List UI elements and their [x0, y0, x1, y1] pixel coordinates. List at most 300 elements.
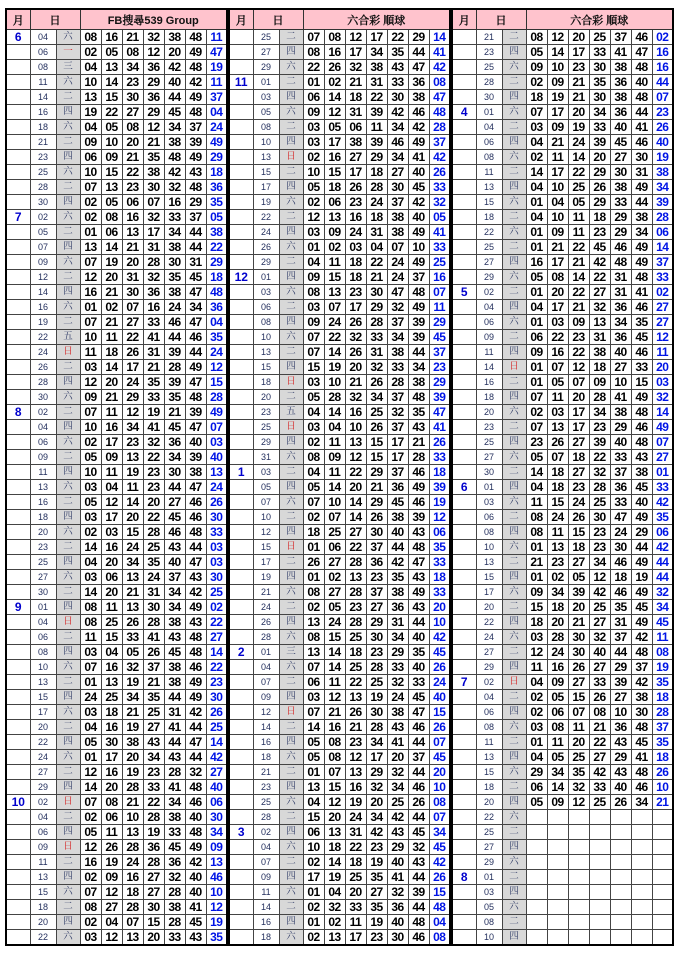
number-cell: 03 — [526, 720, 547, 735]
number-cell: 20 — [143, 495, 164, 510]
number-cell — [610, 930, 631, 946]
month-cell — [229, 870, 253, 885]
number-cell: 01 — [303, 765, 324, 780]
number-cell: 03 — [303, 135, 324, 150]
table-row — [452, 390, 673, 405]
table-row — [6, 795, 227, 810]
number-cell: 47 — [185, 480, 206, 495]
number-cell: 11 — [101, 405, 122, 420]
results-table-marksix-1 — [228, 8, 451, 946]
weekday-cell: 二 — [502, 825, 526, 840]
weekday-cell: 二 — [56, 675, 80, 690]
day-cell: 15 — [253, 360, 279, 375]
number-cell: 18 — [366, 210, 387, 225]
number-cell: 47 — [185, 285, 206, 300]
number-cell: 11 — [80, 345, 101, 360]
special-number-cell: 14 — [652, 405, 673, 420]
number-cell: 05 — [80, 495, 101, 510]
number-cell: 20 — [164, 45, 185, 60]
day-cell: 18 — [30, 510, 56, 525]
month-cell — [229, 750, 253, 765]
table-row — [6, 810, 227, 825]
day-cell: 23 — [476, 420, 502, 435]
table-row — [452, 210, 673, 225]
number-cell: 21 — [366, 480, 387, 495]
number-cell: 49 — [185, 600, 206, 615]
month-cell — [229, 765, 253, 780]
weekday-cell: 六 — [56, 75, 80, 90]
special-number-cell: 18 — [652, 690, 673, 705]
table-row — [6, 195, 227, 210]
number-cell: 30 — [610, 540, 631, 555]
number-cell: 21 — [345, 720, 366, 735]
number-cell: 18 — [345, 855, 366, 870]
special-number-cell: 03 — [652, 375, 673, 390]
weekday-cell: 六 — [502, 270, 526, 285]
number-cell — [547, 825, 568, 840]
number-cell: 34 — [366, 810, 387, 825]
weekday-cell: 日 — [279, 705, 303, 720]
number-cell: 17 — [387, 450, 408, 465]
table-row — [452, 885, 673, 900]
special-number-cell: 35 — [206, 195, 227, 210]
table-header-row — [6, 9, 227, 30]
number-cell: 33 — [610, 450, 631, 465]
number-cell: 43 — [164, 540, 185, 555]
day-cell: 06 — [30, 630, 56, 645]
number-cell: 02 — [526, 75, 547, 90]
weekday-cell: 六 — [502, 900, 526, 915]
number-cell: 23 — [122, 75, 143, 90]
table-row — [6, 105, 227, 120]
special-number-cell: 07 — [652, 90, 673, 105]
number-cell: 31 — [610, 615, 631, 630]
day-cell: 20 — [30, 525, 56, 540]
special-number-cell: 07 — [429, 810, 450, 825]
day-cell: 22 — [476, 810, 502, 825]
number-cell: 39 — [408, 330, 429, 345]
table-row — [229, 300, 450, 315]
special-number-cell: 36 — [206, 180, 227, 195]
weekday-cell: 六 — [502, 720, 526, 735]
weekday-cell: 四 — [56, 825, 80, 840]
weekday-cell: 六 — [502, 630, 526, 645]
day-cell: 06 — [476, 135, 502, 150]
month-cell — [452, 900, 476, 915]
number-cell: 17 — [547, 165, 568, 180]
number-cell: 04 — [526, 135, 547, 150]
number-cell: 15 — [547, 495, 568, 510]
table-row — [6, 75, 227, 90]
table-row — [452, 450, 673, 465]
weekday-cell: 四 — [279, 480, 303, 495]
number-cell: 25 — [143, 705, 164, 720]
number-cell: 35 — [143, 375, 164, 390]
number-cell: 20 — [101, 780, 122, 795]
table-row — [6, 120, 227, 135]
month-cell — [452, 780, 476, 795]
day-cell: 18 — [253, 375, 279, 390]
number-cell: 43 — [610, 735, 631, 750]
month-cell — [229, 615, 253, 630]
number-cell: 37 — [387, 195, 408, 210]
day-cell: 07 — [30, 240, 56, 255]
number-cell: 21 — [101, 285, 122, 300]
number-cell: 28 — [345, 585, 366, 600]
number-cell: 26 — [547, 435, 568, 450]
table-row — [229, 930, 450, 946]
number-cell: 45 — [164, 510, 185, 525]
table-row — [452, 810, 673, 825]
number-cell: 33 — [387, 660, 408, 675]
day-header: 日 — [253, 9, 303, 30]
number-cell: 25 — [345, 630, 366, 645]
day-cell: 14 — [253, 900, 279, 915]
day-cell: 01 — [253, 645, 279, 660]
day-cell: 11 — [30, 465, 56, 480]
month-cell — [6, 870, 30, 885]
special-number-cell: 42 — [429, 150, 450, 165]
table-row — [452, 375, 673, 390]
number-cell: 21 — [526, 555, 547, 570]
number-cell — [589, 885, 610, 900]
table-row — [452, 315, 673, 330]
number-cell: 12 — [101, 495, 122, 510]
number-cell: 38 — [387, 510, 408, 525]
number-cell: 02 — [303, 150, 324, 165]
number-cell: 30 — [143, 900, 164, 915]
number-cell: 45 — [185, 915, 206, 930]
number-cell: 28 — [589, 480, 610, 495]
day-cell: 13 — [253, 150, 279, 165]
number-cell: 26 — [101, 840, 122, 855]
weekday-cell: 二 — [279, 300, 303, 315]
special-number-cell: 21 — [652, 795, 673, 810]
number-cell — [610, 915, 631, 930]
number-cell: 49 — [185, 675, 206, 690]
number-cell: 14 — [101, 75, 122, 90]
number-cell: 16 — [122, 870, 143, 885]
number-cell: 39 — [185, 450, 206, 465]
table-row — [229, 450, 450, 465]
special-number-cell: 18 — [429, 465, 450, 480]
number-cell: 10 — [80, 465, 101, 480]
number-cell: 18 — [589, 210, 610, 225]
number-cell: 01 — [526, 315, 547, 330]
weekday-cell: 二 — [502, 510, 526, 525]
number-cell: 34 — [631, 795, 652, 810]
special-number-cell: 20 — [429, 600, 450, 615]
number-cell: 17 — [568, 420, 589, 435]
special-number-cell — [652, 900, 673, 915]
number-cell: 15 — [101, 90, 122, 105]
number-cell: 48 — [185, 525, 206, 540]
table-row — [6, 525, 227, 540]
number-cell: 11 — [80, 630, 101, 645]
number-cell: 44 — [185, 540, 206, 555]
number-cell: 28 — [589, 390, 610, 405]
number-cell — [568, 810, 589, 825]
month-cell — [6, 270, 30, 285]
table-row — [229, 165, 450, 180]
month-cell — [229, 60, 253, 75]
special-number-cell: 02 — [652, 30, 673, 45]
number-cell: 43 — [408, 420, 429, 435]
table-row — [452, 150, 673, 165]
number-cell: 33 — [387, 75, 408, 90]
day-cell: 25 — [476, 825, 502, 840]
weekday-cell: 四 — [502, 255, 526, 270]
day-cell: 15 — [253, 165, 279, 180]
weekday-cell: 二 — [56, 630, 80, 645]
number-cell: 25 — [589, 795, 610, 810]
number-cell: 45 — [631, 330, 652, 345]
number-cell: 27 — [366, 885, 387, 900]
number-cell: 04 — [547, 195, 568, 210]
table-row — [452, 195, 673, 210]
month-cell — [229, 390, 253, 405]
weekday-cell: 六 — [56, 705, 80, 720]
special-number-cell: 19 — [206, 915, 227, 930]
number-cell: 20 — [101, 270, 122, 285]
month-cell — [6, 135, 30, 150]
number-cell: 30 — [164, 255, 185, 270]
weekday-cell: 四 — [502, 525, 526, 540]
special-number-cell: 10 — [429, 615, 450, 630]
special-number-cell: 42 — [429, 60, 450, 75]
weekday-cell: 六 — [279, 630, 303, 645]
number-cell: 48 — [185, 645, 206, 660]
number-cell: 44 — [408, 870, 429, 885]
month-cell — [6, 825, 30, 840]
special-number-cell: 37 — [429, 135, 450, 150]
day-cell: 13 — [30, 675, 56, 690]
month-cell — [452, 690, 476, 705]
number-cell: 35 — [366, 870, 387, 885]
number-cell: 21 — [143, 135, 164, 150]
weekday-cell: 六 — [56, 165, 80, 180]
day-cell: 15 — [30, 885, 56, 900]
day-cell: 20 — [253, 390, 279, 405]
weekday-cell: 二 — [56, 90, 80, 105]
day-cell: 02 — [476, 285, 502, 300]
number-cell: 03 — [547, 405, 568, 420]
number-cell: 02 — [324, 240, 345, 255]
day-cell: 17 — [30, 705, 56, 720]
special-number-cell: 28 — [206, 390, 227, 405]
special-number-cell: 23 — [206, 675, 227, 690]
table-row — [452, 180, 673, 195]
number-cell: 03 — [80, 705, 101, 720]
number-cell: 40 — [387, 525, 408, 540]
number-cell: 23 — [345, 195, 366, 210]
number-cell: 12 — [80, 375, 101, 390]
day-cell: 02 — [476, 675, 502, 690]
month-cell — [452, 345, 476, 360]
day-cell: 09 — [30, 255, 56, 270]
day-cell: 26 — [253, 615, 279, 630]
day-cell: 27 — [30, 765, 56, 780]
number-cell: 28 — [143, 615, 164, 630]
weekday-cell: 四 — [279, 270, 303, 285]
number-cell: 31 — [387, 615, 408, 630]
number-cell: 19 — [366, 690, 387, 705]
number-cell: 03 — [303, 225, 324, 240]
month-cell — [229, 705, 253, 720]
special-number-cell: 35 — [652, 675, 673, 690]
table-row — [229, 540, 450, 555]
number-cell: 10 — [122, 810, 143, 825]
number-cell: 48 — [631, 645, 652, 660]
number-cell: 21 — [345, 75, 366, 90]
month-cell — [452, 795, 476, 810]
number-cell: 08 — [80, 615, 101, 630]
month-cell — [6, 90, 30, 105]
special-number-cell: 04 — [206, 315, 227, 330]
table-row — [452, 420, 673, 435]
day-cell: 06 — [253, 300, 279, 315]
number-cell: 29 — [122, 390, 143, 405]
number-cell — [610, 900, 631, 915]
number-cell: 16 — [345, 780, 366, 795]
month-cell — [6, 360, 30, 375]
number-cell: 36 — [610, 720, 631, 735]
number-cell: 25 — [324, 525, 345, 540]
number-cell: 18 — [101, 705, 122, 720]
number-cell: 08 — [303, 585, 324, 600]
table-row — [229, 585, 450, 600]
day-cell: 31 — [253, 450, 279, 465]
number-cell: 40 — [387, 915, 408, 930]
number-cell: 27 — [568, 435, 589, 450]
month-cell — [452, 765, 476, 780]
special-number-cell: 08 — [429, 795, 450, 810]
month-cell — [6, 225, 30, 240]
number-cell: 28 — [164, 765, 185, 780]
table-row — [452, 345, 673, 360]
number-cell: 38 — [631, 465, 652, 480]
number-cell: 03 — [526, 120, 547, 135]
number-cell: 10 — [324, 495, 345, 510]
number-cell: 07 — [526, 420, 547, 435]
day-cell: 29 — [476, 855, 502, 870]
number-cell: 24 — [547, 645, 568, 660]
number-cell: 34 — [387, 150, 408, 165]
number-cell: 03 — [303, 300, 324, 315]
number-cell: 25 — [345, 870, 366, 885]
number-cell: 16 — [324, 45, 345, 60]
weekday-cell: 二 — [56, 810, 80, 825]
month-cell: 7 — [6, 210, 30, 225]
number-cell: 05 — [568, 195, 589, 210]
special-number-cell: 33 — [652, 480, 673, 495]
special-number-cell: 49 — [206, 135, 227, 150]
month-cell: 3 — [229, 825, 253, 840]
table-row — [229, 45, 450, 60]
number-cell: 46 — [408, 495, 429, 510]
number-cell: 29 — [366, 300, 387, 315]
number-cell: 22 — [547, 330, 568, 345]
number-cell: 23 — [589, 540, 610, 555]
number-cell: 38 — [164, 30, 185, 45]
number-cell: 30 — [589, 510, 610, 525]
number-cell: 29 — [408, 30, 429, 45]
special-number-cell: 45 — [429, 645, 450, 660]
number-cell: 48 — [408, 390, 429, 405]
number-cell: 41 — [610, 390, 631, 405]
month-cell — [452, 375, 476, 390]
month-cell — [452, 450, 476, 465]
day-cell: 21 — [30, 135, 56, 150]
weekday-cell: 六 — [502, 60, 526, 75]
number-cell: 31 — [143, 585, 164, 600]
number-cell: 38 — [122, 735, 143, 750]
day-cell: 05 — [476, 900, 502, 915]
number-cell: 02 — [324, 570, 345, 585]
number-cell: 18 — [547, 480, 568, 495]
number-cell: 16 — [164, 195, 185, 210]
number-cell: 19 — [547, 90, 568, 105]
number-cell — [610, 810, 631, 825]
number-cell: 30 — [164, 465, 185, 480]
month-cell — [6, 345, 30, 360]
weekday-cell: 二 — [56, 225, 80, 240]
number-cell: 11 — [324, 255, 345, 270]
day-cell: 25 — [253, 795, 279, 810]
number-cell: 19 — [568, 120, 589, 135]
number-cell: 01 — [303, 75, 324, 90]
number-cell: 03 — [303, 120, 324, 135]
table-row — [229, 180, 450, 195]
day-cell: 25 — [476, 435, 502, 450]
number-cell: 23 — [143, 765, 164, 780]
number-cell: 08 — [589, 705, 610, 720]
number-cell: 02 — [526, 150, 547, 165]
number-cell: 38 — [589, 345, 610, 360]
number-cell: 11 — [122, 480, 143, 495]
number-cell: 37 — [387, 465, 408, 480]
number-cell: 28 — [164, 360, 185, 375]
weekday-cell: 四 — [56, 645, 80, 660]
special-number-cell: 49 — [652, 420, 673, 435]
number-cell: 07 — [143, 195, 164, 210]
number-cell: 36 — [610, 330, 631, 345]
day-cell: 25 — [30, 165, 56, 180]
month-cell — [452, 195, 476, 210]
number-cell: 14 — [526, 165, 547, 180]
day-cell: 11 — [476, 165, 502, 180]
table-row — [6, 720, 227, 735]
weekday-cell: 二 — [56, 135, 80, 150]
number-cell: 47 — [387, 285, 408, 300]
number-cell: 39 — [366, 135, 387, 150]
number-cell: 25 — [568, 750, 589, 765]
day-cell: 24 — [253, 600, 279, 615]
number-cell: 18 — [345, 270, 366, 285]
day-cell: 04 — [253, 840, 279, 855]
number-cell: 05 — [568, 570, 589, 585]
table-row — [229, 645, 450, 660]
number-cell: 21 — [547, 135, 568, 150]
special-number-cell: 24 — [429, 675, 450, 690]
special-number-cell: 14 — [206, 645, 227, 660]
weekday-cell: 四 — [502, 840, 526, 855]
number-cell — [526, 825, 547, 840]
number-cell: 18 — [324, 840, 345, 855]
table-row — [229, 420, 450, 435]
number-cell: 22 — [345, 675, 366, 690]
special-number-cell: 24 — [206, 120, 227, 135]
